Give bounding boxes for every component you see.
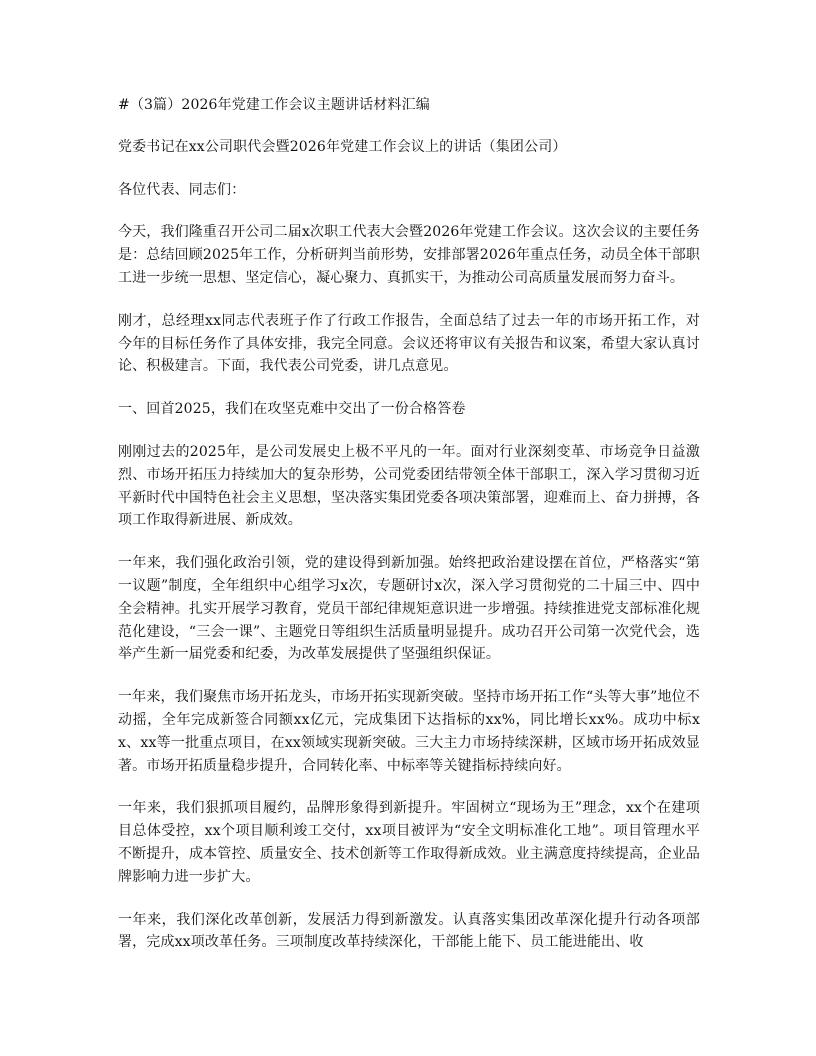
speech-title: 党委书记在xx公司职代会暨2026年党建工作会议上的讲话（集团公司） xyxy=(118,138,567,155)
section-paragraph: 一年来，我们强化政治引领，党的建设得到新加强。始终把政治建设摆在首位，严格落实“第一议题”制度，全年组织中心组学习x次，专题研讨x次，深入学习贯彻党的二十届三中、四中全会精神。扎实开展学习教育，党员干部纪律规矩意识进一步增强。持续推进党支部标准化规范化建设，“三会一课”、主题党日等组织生活质量明显提升。成功召开公司第一次党代会，选举产生新一届党委和纪委，为改革发展提供了坚强组织保证。 xyxy=(118,555,700,663)
section-paragraph: 刚刚过去的2025年，是公司发展史上极不平凡的一年。面对行业深刻变革、市场竞争日益激烈、市场开拓压力持续加大的复杂形势，公司党委团结带领全体干部职工，深入学习贯彻习近平新时代中国特色社会主义思想，坚决落实集团党委各项决策部署，迎难而上、奋力拼搏，各项工作取得新进展、新成效。 xyxy=(118,443,700,529)
document-page xyxy=(118,94,700,974)
report-paragraph: 刚才，总经理xx同志代表班子作了行政工作报告，全面总结了过去一年的市场开拓工作，对今年的目标任务作了具体安排，我完全同意。会议还将审议有关报告和议案，希望大家认真讨论、积极建言。下面，我代表公司党委，讲几点意见。 xyxy=(118,312,700,375)
salutation: 各位代表、同志们： xyxy=(118,181,246,198)
section-paragraph: 一年来，我们深化改革创新，发展活力得到新激发。认真落实集团改革深化提升行动各项部署，完成xx项改革任务。三项制度改革持续深化，干部能上能下、员工能进能出、收 xyxy=(118,911,700,951)
intro-paragraph: 今天，我们隆重召开公司二届x次职工代表大会暨2026年党建工作会议。这次会议的主要任务是：总结回顾2025年工作，分析研判当前形势，安排部署2026年重点任务，动员全体干部职工进一步统一思想、坚定信心，凝心聚力、真抓实干，为推动公司高质量发展而努力奋斗。 xyxy=(118,224,700,286)
document-title: #（3篇）2026年党建工作会议主题讲话材料汇编 xyxy=(118,97,430,113)
section-heading: 一、回首2025，我们在攻坚克难中交出了一份合格答卷 xyxy=(118,401,466,418)
section-paragraph: 一年来，我们狠抓项目履约，品牌形象得到新提升。牢固树立“现场为王”理念，xx个在建项目总体受控，xx个项目顺利竣工交付，xx项目被评为“安全文明标准化工地”。项目管理水平不断提升，成本管控、质量安全、技术创新等工作取得新成效。业主满意度持续提高，企业品牌影响力进一步扩大。 xyxy=(118,800,700,885)
section-paragraph: 一年来，我们聚焦市场开拓龙头，市场开拓实现新突破。坚持市场开拓工作“头等大事”地位不动摇，全年完成新签合同额xx亿元，完成集团下达指标的xx%，同比增长xx%。成功中标xx、xx等一批重点项目，在xx领域实现新突破。三大主力市场持续深耕，区域市场开拓成效显著。市场开拓质量稳步提升，合同转化率、中标率等关键指标持续向好。 xyxy=(118,689,700,774)
